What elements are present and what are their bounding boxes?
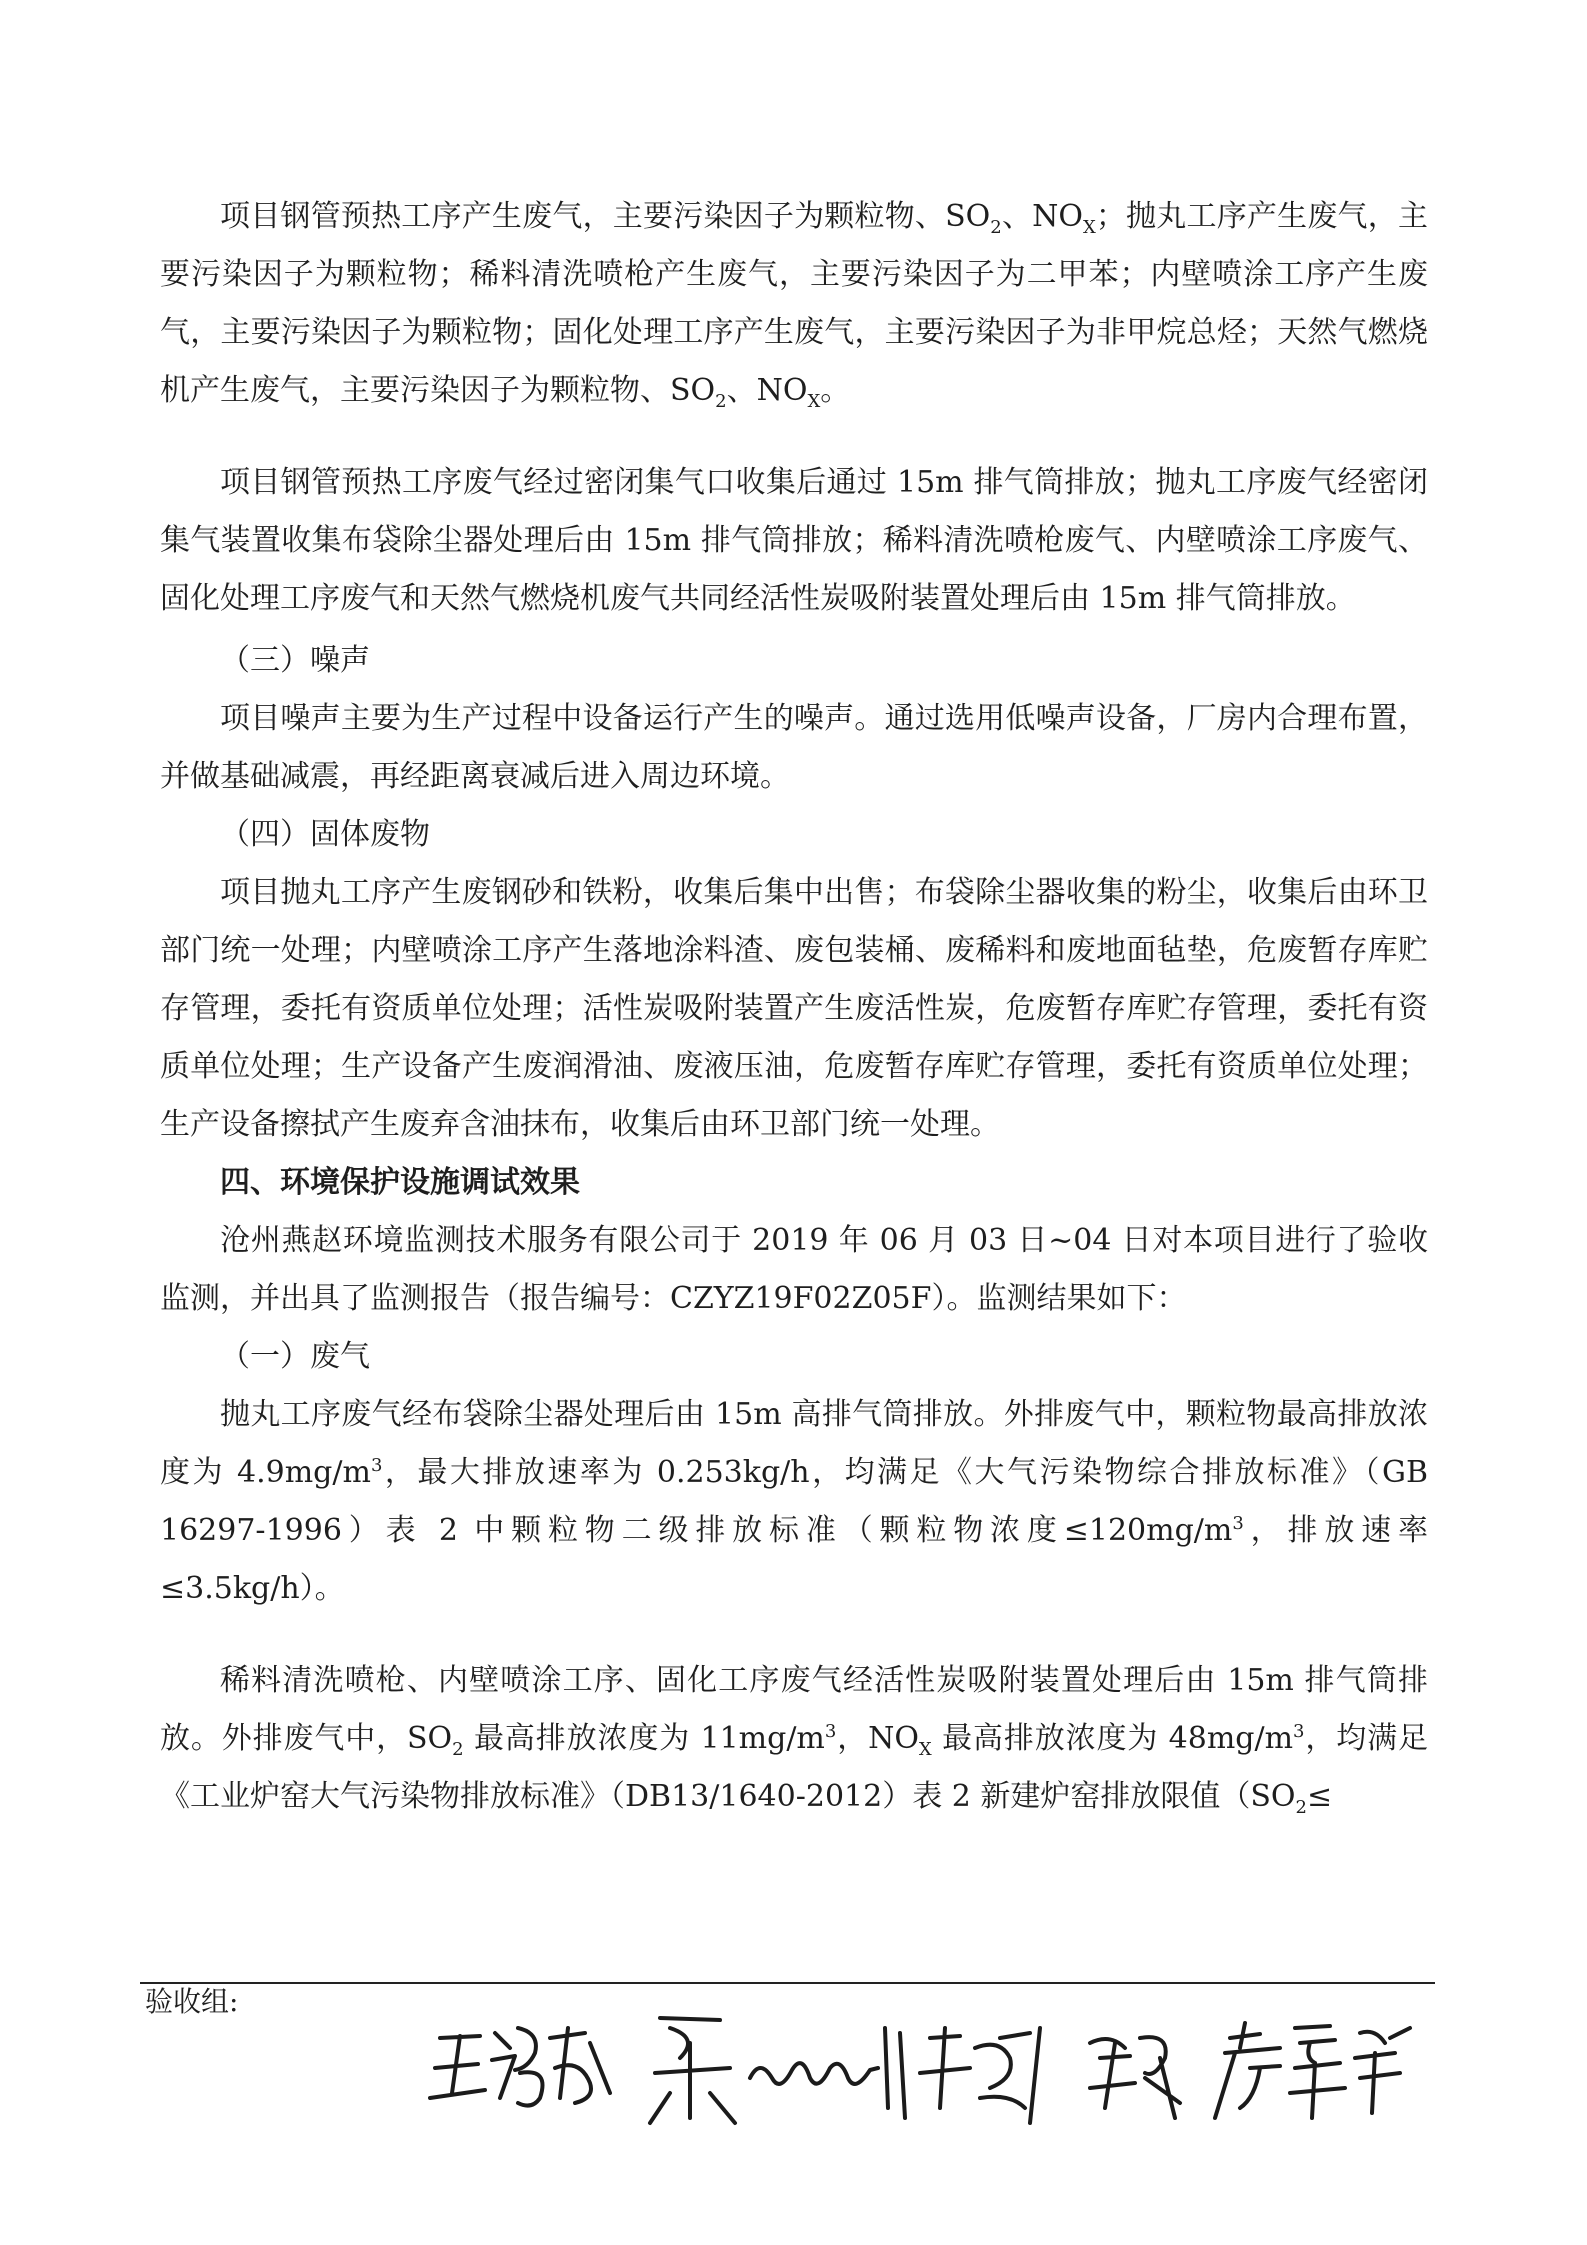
signatures-image [400,1998,1440,2138]
paragraph-monitoring: 沧州燕赵环境监测技术服务有限公司于 2019 年 06 月 03 日~04 日对本项目进行了验收监测，并出具了监测报告（报告编号：CZYZ19F02Z05F）。监测结果如下： [160,1223,1428,1316]
heading-waste-gas: （一）废气 [220,1339,370,1374]
body-text [160,188,1428,1826]
paragraph-noise: 项目噪声主要为生产过程中设备运行产生的噪声。通过选用低噪声设备，厂房内合理布置，并做基础减震，再经距离衰减后进入周边环境。 [160,701,1428,794]
handwritten-signatures [400,1998,1440,2138]
footer-divider [140,1982,1435,1984]
paragraph-exhaust-treatment: 项目钢管预热工序废气经过密闭集气口收集后通过 15m 排气筒排放；抛丸工序废气经密闭集气装置收集布袋除尘器处理后由 15m 排气筒排放；稀料清洗喷枪废气、内壁喷涂工序废气、固化处理工序废气和天然气燃烧机废气共同经活性炭吸附装置处理后由 15m 排气筒排放。 [160,465,1428,616]
heading-noise: （三）噪声 [220,643,370,678]
paragraph-activated-carbon: 稀料清洗喷枪、内壁喷涂工序、固化工序废气经活性炭吸附装置处理后由 15m 排气筒排放。外排废气中，$SO_2$ 最高排放浓度为 $11mg/m^3$，$NO_X$ 最高排放浓度为 $48mg/m^3$，均满足《工业炉窑大气污染物排放标准》（DB13/1640-2012）表 2 新建炉窑排放限值（$SO_2\le$ [160,1663,1428,1818]
paragraph-shot-blasting: 抛丸工序废气经布袋除尘器处理后由 15m 高排气筒排放。外排废气中，颗粒物最高排放浓度为 $4.9mg/m^3$，最大排放速率为 0.253kg/h，均满足《大气污染物综合排放标准》（GB 16297-1996）表 2 中颗粒物二级排放标准（颗粒物浓度$\le 120mg/m^3$，排放速率≤3.5kg/h）。 [160,1397,1429,1606]
heading-solid-waste: （四）固体废物 [220,817,430,852]
heading-section-4: 四、环境保护设施调试效果 [220,1165,580,1200]
paragraph-solid-waste: 项目抛丸工序产生废钢砂和铁粉，收集后集中出售；布袋除尘器收集的粉尘，收集后由环卫部门统一处理；内壁喷涂工序产生落地涂料渣、废包装桶、废稀料和废地面毡垫，危废暂存库贮存管理，委托有资质单位处理；活性炭吸附装置产生废活性炭，危废暂存库贮存管理，委托有资质单位处理；生产设备产生废润滑油、废液压油，危废暂存库贮存管理，委托有资质单位处理；生产设备擦拭产生废弃含油抹布，收集后由环卫部门统一处理。 [160,875,1428,1142]
paragraph-emission-sources: 项目钢管预热工序产生废气，主要污染因子为颗粒物、$SO_2$、$NO_X$；抛丸工序产生废气，主要污染因子为颗粒物；稀料清洗喷枪产生废气，主要污染因子为二甲苯；内壁喷涂工序产生废气，主要污染因子为颗粒物；固化处理工序产生废气，主要污染因子为非甲烷总烃；天然气燃烧机产生废气，主要污染因子为颗粒物、$SO_2$、$NO_X$。 [160,199,1428,412]
acceptance-team-label: 验收组: [145,1985,239,2018]
